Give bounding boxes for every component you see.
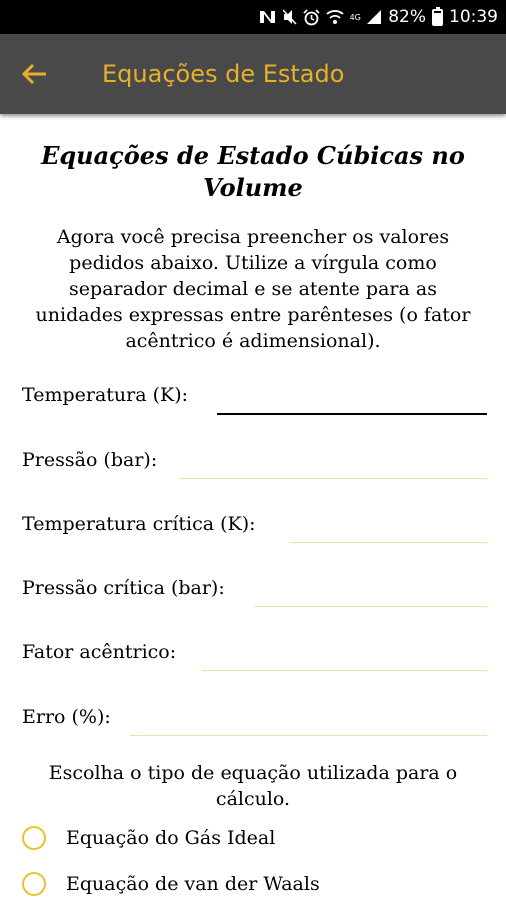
back-button[interactable]	[16, 56, 52, 92]
network-type-label: 4G	[349, 12, 361, 22]
pressure-label: Pressão (bar):	[22, 449, 158, 471]
critical-pressure-label: Pressão crítica (bar):	[22, 577, 225, 599]
app-bar-title: Equações de Estado	[102, 60, 345, 88]
equation-choice-prompt: Escolha o tipo de equação utilizada para o cálculo.	[48, 762, 458, 810]
signal-icon	[366, 9, 382, 25]
pressure-input[interactable]	[180, 478, 487, 479]
error-input[interactable]	[130, 735, 487, 736]
critical-temperature-label: Temperatura crítica (K):	[22, 513, 256, 535]
radio-label-ideal-gas: Equação do Gás Ideal	[66, 827, 276, 849]
mute-icon	[283, 9, 297, 25]
page-title: Equações de Estado Cúbicas no Volume	[41, 141, 465, 202]
nfc-icon	[259, 9, 277, 25]
temperature-input[interactable]	[217, 413, 487, 415]
acentric-factor-input[interactable]	[202, 670, 487, 671]
clock: 10:39	[449, 7, 498, 27]
battery-level	[434, 13, 441, 24]
wifi-icon	[326, 9, 344, 25]
status-bar	[0, 0, 506, 34]
radio-van-der-waals[interactable]	[22, 872, 320, 896]
app-bar	[0, 34, 506, 114]
radio-label-van-der-waals: Equação de van der Waals	[66, 873, 320, 895]
battery-percent: 82%	[388, 7, 426, 27]
status-icons	[259, 0, 498, 34]
radio-button[interactable]	[22, 826, 46, 850]
alarm-icon	[303, 9, 320, 26]
acentric-factor-label: Fator acêntrico:	[22, 641, 177, 663]
critical-pressure-input[interactable]	[254, 606, 487, 607]
radio-ideal-gas[interactable]	[22, 826, 275, 850]
arrow-back-icon	[21, 63, 47, 85]
intro-text: Agora você precisa preencher os valores pedidos abaixo. Utilize a vírgula como separador decimal e se atente para as unidades expressas entre parênteses (o fator acêntrico é adimensional).	[35, 226, 471, 352]
error-label: Erro (%):	[22, 706, 111, 728]
critical-temperature-input[interactable]	[290, 542, 487, 543]
temperature-label: Temperatura (K):	[22, 384, 189, 406]
battery-icon	[432, 9, 443, 26]
radio-button[interactable]	[22, 872, 46, 896]
